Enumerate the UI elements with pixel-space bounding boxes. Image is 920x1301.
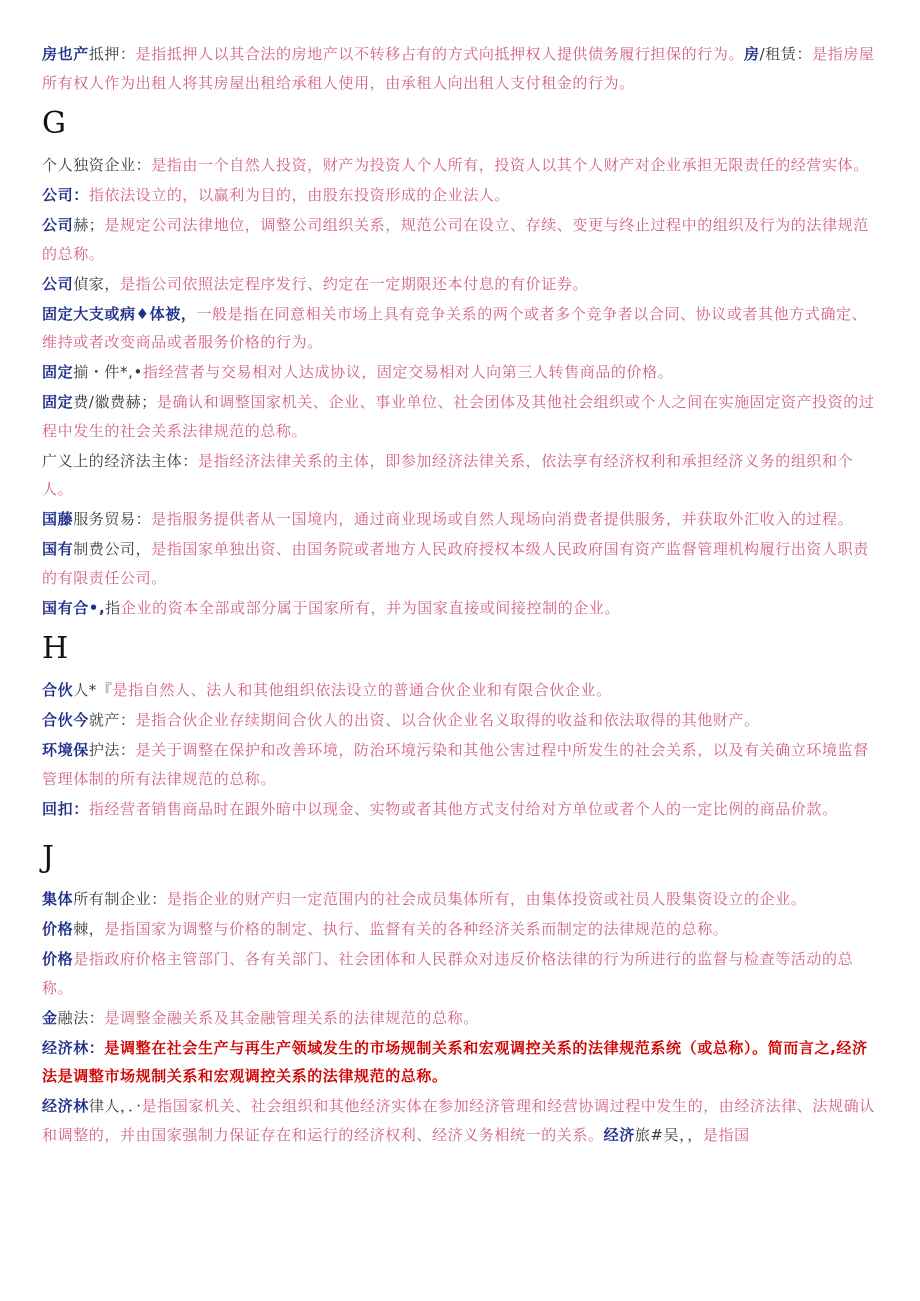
section-j-entries — [42, 885, 882, 1149]
entry-term-rest: 个人独资企业： — [42, 156, 152, 174]
entry-term: 固定 — [42, 393, 74, 411]
entry-definition: 一般是指在同意相关市场上具有竞争关系的两个或者多个竞争者以合同、协议或者其他方式确定、维持或者改变商品或者服务价格的行为。 — [42, 304, 868, 351]
entry-term-rest: 广义上的经济法主体： — [42, 451, 199, 470]
entry-term: 房也产 — [42, 45, 89, 63]
entry-term: 价格 — [42, 950, 74, 968]
glossary-entry — [42, 505, 882, 534]
glossary-entry — [42, 676, 882, 705]
entry-definition: 是调整在社会生产与再生产领域发生的市场规制关系和宏观调控关系的法律规范系统（或总称）。简而言之,经济法是调整市场规制关系和宏观调控关系的法律规范的总称。 — [42, 1038, 868, 1085]
entry-definition: 是指服务提供者从一国境内，通过商业现场或自然人现场向消费者提供服务，并获取外汇收入的过程。 — [151, 510, 854, 528]
entry-definition: 是指由一个自然人投资，财产为投资人个人所有，投资人以其个人财产对企业承担无限责任的经营实体。 — [151, 156, 869, 174]
glossary-entry — [42, 1004, 882, 1033]
entry-definition: 是确认和调整国家机关、企业、事业单位、社会团体及其他社会组织或个人之间在实施固定资产投资的过程中发生的社会关系法律规范的总称。 — [42, 393, 875, 440]
glossary-entry — [42, 388, 882, 445]
entry-term-rest: 旅#吴，， — [634, 1125, 703, 1144]
glossary-entry — [42, 300, 882, 357]
entry-term: 环境保 — [42, 741, 89, 759]
section-letter-g: G — [42, 106, 66, 141]
entry-term-rest: 所有制企业： — [73, 890, 167, 908]
entry-term: 集体 — [42, 890, 74, 908]
glossary-entry — [42, 270, 882, 299]
entry-definition: 是规定公司法律地位，调整公司组织关系，规范公司在设立、存续、变更与终止过程中的组织及行为的法律规范的总称。 — [42, 216, 869, 263]
glossary-entry — [42, 151, 882, 180]
entry-term-rest: 揃・件*,• — [73, 363, 143, 381]
entry-term-rest: 律人，．· — [88, 1097, 142, 1115]
entry-term-rest: 偵家， — [73, 274, 121, 293]
entry-term-rest: 就产： — [88, 711, 136, 729]
entry-term: 价格 — [42, 920, 74, 938]
entry-term: 公司 — [42, 274, 74, 293]
entry-term: 经济 — [42, 1038, 74, 1057]
entry-definition: 企业的资本全部或部分属于国家所有，并为国家直接或间接控制的企业。 — [120, 598, 621, 617]
glossary-entry — [42, 1034, 882, 1091]
entry-real-estate — [42, 40, 882, 97]
glossary-entry — [42, 358, 882, 387]
glossary-entry — [42, 181, 882, 210]
entry-term: 房 — [744, 45, 760, 63]
entry-definition: 指经营者销售商品时在跟外暗中以现金、实物或者其他方式支付给对方单位或者个人的一定比例的商品价款。 — [88, 799, 838, 818]
section-g-entries — [42, 151, 882, 622]
glossary-entry — [42, 535, 882, 592]
entry-term-rest: 费/徽费赫； — [73, 393, 157, 411]
section-h-entries — [42, 676, 882, 823]
entry-definition: 是指公司依照法定程序发行、约定在一定期限还本付息的有价证券。 — [120, 274, 589, 293]
entry-term-rest: 融法： — [57, 1008, 105, 1027]
entry-term: 经济林 — [42, 1097, 89, 1115]
entry-definition: 是指国 — [702, 1125, 750, 1144]
entry-term: 固定 — [42, 363, 74, 381]
glossary-entry — [42, 736, 882, 793]
glossary-entry — [42, 447, 882, 504]
entry-definition: 是指国家为调整与价格的制定、执行、监督有关的各种经济关系而制定的法律规范的总称。 — [104, 920, 729, 938]
entry-definition: 是指经济法律关系的主体，即参加经济法律关系，依法享有经济权利和承担经济义务的组织和个人。 — [42, 451, 854, 498]
section-letter-h: H — [42, 631, 69, 666]
glossary-entry — [42, 915, 882, 944]
glossary-entry — [42, 945, 882, 1002]
glossary-entry — [42, 706, 882, 735]
entry-term-rest: 赫； — [73, 216, 105, 234]
entry-term: 国有合•, — [42, 598, 106, 617]
entry-term-rest: 抵押： — [88, 45, 136, 63]
entry-definition: 是指国家机关、社会组织和其他经济实体在参加经济管理和经营协调过程中发生的，由经济法律、法规确认和调整的，并由国家强制力保证存在和运行的经济权利、经济义务相统一的关系。 — [42, 1097, 875, 1144]
glossary-entry — [42, 211, 882, 268]
entry-term-rest: 指 — [105, 598, 121, 617]
entry-term: 固定大支或病♦体被， — [42, 304, 197, 323]
entry-definition: 指依法设立的，以赢利为目的，由股东投资形成的企业法人。 — [88, 186, 511, 204]
section-letter-j: J — [42, 840, 55, 875]
entry-definition: 是指企业的财产归一定范围内的社会成员集体所有，由集体投资或社员人股集资设立的企业。 — [166, 890, 807, 908]
document-page — [42, 40, 882, 1151]
glossary-entry — [42, 885, 882, 914]
glossary-entry — [42, 795, 882, 824]
entry-term: 国有 — [42, 540, 74, 558]
entry-term: 经济 — [603, 1125, 635, 1144]
entry-definition: 指经营者与交易相对人达成协议，固定交易相对人向第三人转售商品的价格。 — [142, 363, 674, 381]
entry-definition: 是指政府价格主管部门、各有关部门、社会团体和人民群众对违反价格法律的行为所进行的监督与检查等活动的总称。 — [42, 950, 854, 997]
entry-definition: 是指自然人、法人和其他组织依法设立的普通合伙企业和有限合伙企业。 — [112, 681, 612, 699]
entry-term-rest: 人*『 — [73, 681, 113, 699]
entry-term: 金 — [42, 1008, 58, 1027]
entry-term: 回扣： — [42, 799, 89, 818]
entry-definition: 是指房屋所有权人作为出租人将其房屋出租给承租人使用，由承租人向出租人支付租金的行为。 — [42, 45, 875, 92]
glossary-entry — [42, 594, 882, 623]
entry-definition: 是指抵押人以其合法的房地产以不转移占有的方式向抵押权人提供债务履行担保的行为。 — [135, 45, 745, 63]
entry-term-rest: 护法： — [88, 741, 136, 759]
glossary-entry — [42, 1092, 882, 1149]
entry-definition: 是调整金融关系及其金融管理关系的法律规范的总称。 — [104, 1008, 479, 1027]
entry-term: 公司： — [42, 186, 89, 204]
entry-term: 公司 — [42, 216, 74, 234]
entry-term-rest: 棘， — [73, 920, 105, 938]
entry-definition: 是指合伙企业存续期间合伙人的出资、以合伙企业名义取得的收益和依法取得的其他财产。 — [135, 711, 760, 729]
entry-term: 合伙今 — [42, 711, 89, 729]
entry-term-rest: 制费公司， — [73, 540, 152, 558]
entry-term-rest: 服务贸易： — [73, 510, 152, 528]
entry-term: 国藤 — [42, 510, 74, 528]
entry-definition: 是关于调整在保护和改善环境，防治环境污染和其他公害过程中所发生的社会关系，以及有关确立环境监督管理体制的所有法律规范的总称。 — [42, 741, 869, 788]
entry-term: 合伙 — [42, 681, 74, 699]
entry-term-rest: /租赁： — [759, 45, 813, 63]
entry-definition: 是指国家单独出资、由国务院或者地方人民政府授权本级人民政府国有资产监督管理机构履行出资人职责的有限责任公司。 — [42, 540, 869, 587]
entry-term: 林： — [73, 1038, 105, 1057]
